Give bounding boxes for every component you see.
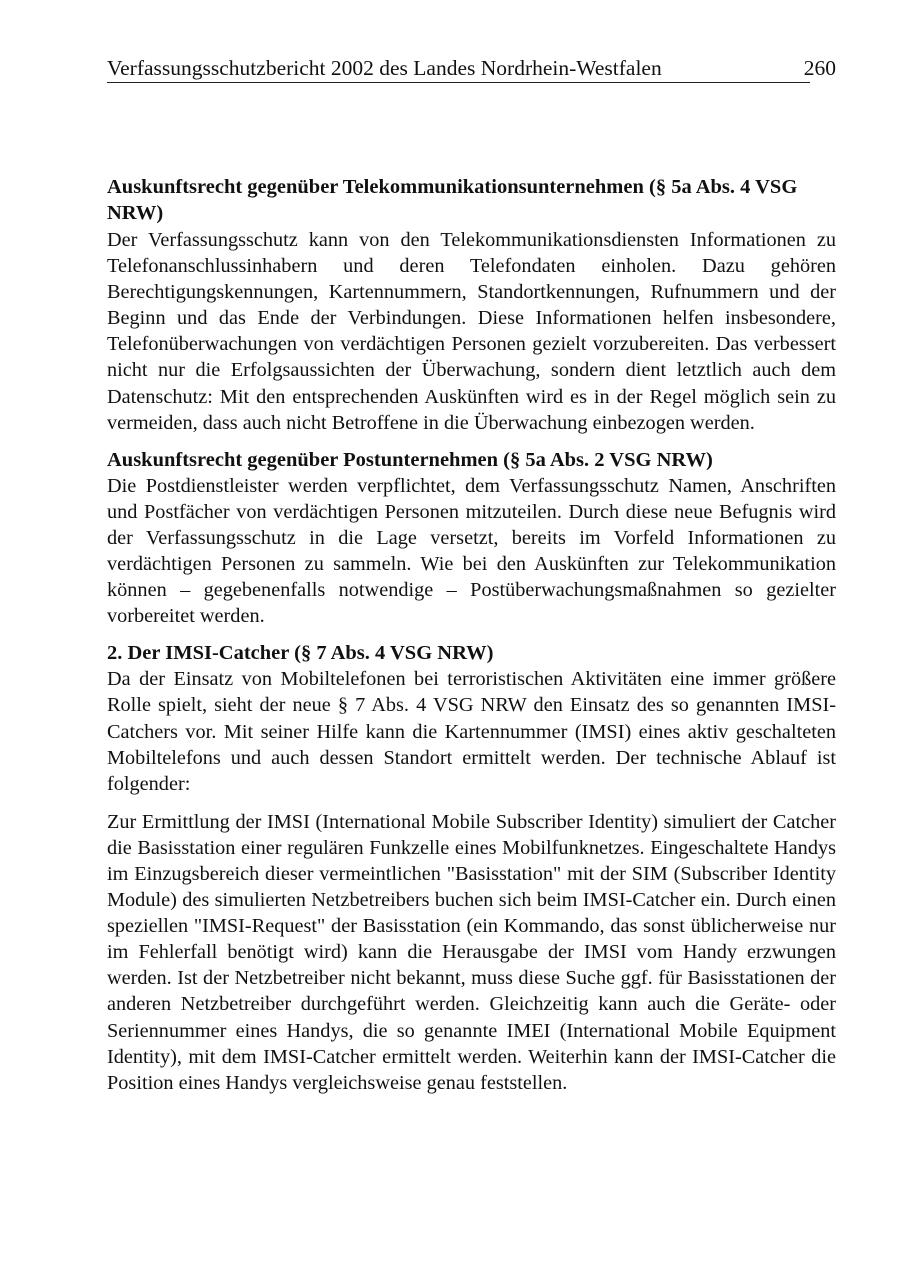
body-paragraph: Der Verfassungsschutz kann von den Telekommunikationsdiensten Informationen zu Telefonanschlussinhabern und deren Telefondaten einholen. Dazu gehören Berechtigungskennungen, Kartennummern, Standortkennungen, Rufnummern und der Beginn und das Ende der Verbindungen. Diese Informationen helfen insbesondere, Telefonüberwachungen von verdächtigen Personen gezielt vorzubereiten. Das verbessert nicht nur die Erfolgsaussichten der Überwachung, sondern dient letztlich auch dem Datenschutz: Mit den entsprechenden Auskünften wird es in der Regel möglich sein zu vermeiden, dass auch nicht Betroffene in die Überwachung einbezogen werden. [107, 229, 836, 434]
body-paragraph: Da der Einsatz von Mobiltelefonen bei terroristischen Aktivitäten eine immer größere Rolle spielt, sieht der neue § 7 Abs. 4 VSG NRW den Einsatz des so genannten IMSI-Catchers vor. Mit seiner Hilfe kann die Kartennummer (IMSI) eines aktiv geschalteten Mobiltelefons und auch dessen Standort ermittelt werden. Der technische Ablauf ist folgender: [107, 668, 836, 795]
section-heading: Auskunftsrecht gegenüber Telekommunikationsunternehmen (§ 5a Abs. 4 VSG NRW) [107, 176, 798, 224]
section-postal-information-right [107, 447, 836, 630]
body-paragraph: Zur Ermittlung der IMSI (International Mobile Subscriber Identity) simuliert der Catcher die Basisstation einer regulären Funkzelle eines Mobilfunknetzes. Eingeschaltete Handys im Einzugsbereich dieser vermeintlichen "Basisstation" mit der SIM (Subscriber Identity Module) des simulierten Netzbetreibers buchen sich beim IMSI-Catcher ein. Durch einen speziellen "IMSI-Request" der Basisstation (ein Kommando, das sonst üblicherweise nur im Fehlerfall benötigt wird) kann die Herausgabe der IMSI vom Handy erzwungen werden. Ist der Netzbetreiber nicht bekannt, muss diese Suche ggf. für Basisstationen der anderen Netzbetreiber durchgeführt werden. Gleichzeitig kann auch die Geräte- oder Seriennummer eines Handys, die so genannte IMEI (International Mobile Equipment Identity), mit dem IMSI-Catcher ermittelt werden. Weiterhin kann der IMSI-Catcher die Position eines Handys vergleichsweise genau feststellen. [107, 810, 836, 1094]
section-heading: Auskunftsrecht gegenüber Postunternehmen (§ 5a Abs. 2 VSG NRW) [107, 448, 713, 471]
body-paragraph: Die Postdienstleister werden verpflichtet, dem Verfassungsschutz Namen, Anschriften und Postfächer von verdächtigen Personen mitzuteilen. Durch diese neue Befugnis wird der Verfassungsschutz in die Lage versetzt, bereits im Vorfeld Informationen zu verdächtigen Personen zu sammeln. Wie bei den Auskünften zur Telekommunikation können – gegebenenfalls notwendige – Postüberwachungsmaßnahmen so gezielter vorbereitet werden. [107, 474, 836, 628]
page-number: 260 [803, 56, 836, 80]
document-page [107, 0, 836, 1273]
header-title: Verfassungsschutzbericht 2002 des Landes Nordrhein-Westfalen [107, 56, 662, 80]
running-header [107, 55, 836, 83]
section-telecom-information-right [107, 174, 836, 436]
page-content [107, 174, 836, 1096]
section-heading: 2. Der IMSI-Catcher (§ 7 Abs. 4 VSG NRW) [107, 642, 494, 665]
section-imsi-catcher [107, 640, 836, 1096]
